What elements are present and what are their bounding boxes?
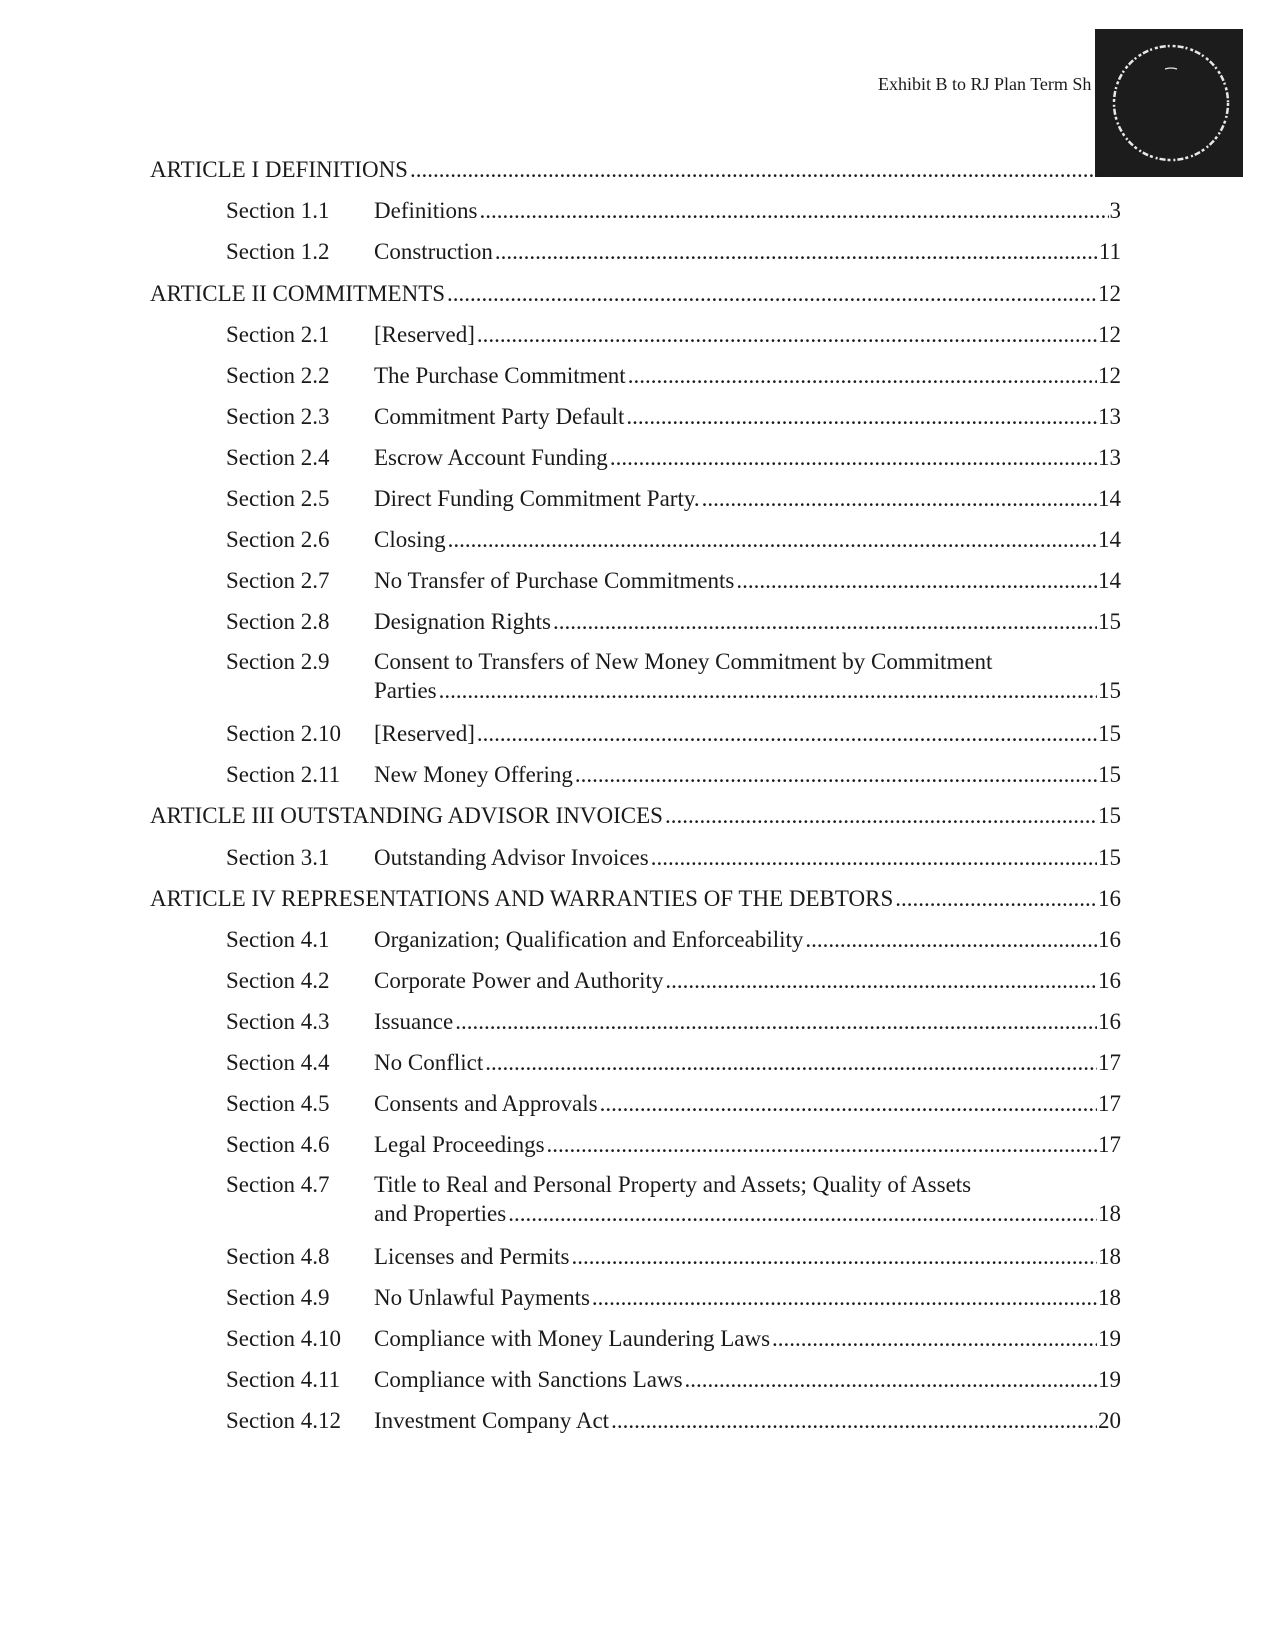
toc-page-number: 14 <box>1098 527 1121 552</box>
dot-leader <box>736 566 1097 595</box>
toc-section-number: Section 2.10 <box>226 721 341 746</box>
toc-section-number: Section 4.1 <box>226 927 330 952</box>
toc-article-title: ARTICLE IV REPRESENTATIONS AND WARRANTIES OF THE DEBTORS <box>150 886 894 911</box>
toc-section-number: Section 2.1 <box>226 322 330 347</box>
toc-article-entry <box>150 155 1121 184</box>
toc-section-title: [Reserved] <box>374 721 475 746</box>
toc-page-number: 19 <box>1098 1326 1121 1351</box>
toc-section-title: No Conflict <box>374 1050 484 1075</box>
dot-leader <box>447 279 1097 308</box>
dot-leader <box>485 1048 1097 1077</box>
toc-page-number: 18 <box>1098 1285 1121 1310</box>
toc-section-number: Section 4.2 <box>226 968 330 993</box>
toc-section-entry <box>226 843 1121 872</box>
toc-article-title: ARTICLE I DEFINITIONS <box>150 157 408 182</box>
toc-section-number: Section 2.11 <box>226 762 341 787</box>
toc-section-title: No Unlawful Payments <box>374 1285 590 1310</box>
dot-leader <box>553 607 1097 636</box>
toc-page-number: 15 <box>1098 845 1121 870</box>
toc-page-number: 17 <box>1098 1050 1121 1075</box>
toc-section-title: Outstanding Advisor Invoices <box>374 845 649 870</box>
toc-section-number: Section 2.6 <box>226 527 330 552</box>
toc-section-title: Direct Funding Commitment Party. <box>374 486 700 511</box>
toc-page-number: 15 <box>1098 678 1121 703</box>
toc-section-number: Section 2.8 <box>226 609 330 634</box>
toc-page-number: 12 <box>1098 281 1121 306</box>
toc-section-entry <box>226 237 1121 266</box>
toc-section-entry <box>226 320 1121 349</box>
dot-leader <box>439 676 1097 705</box>
toc-section-title: Issuance <box>374 1009 454 1034</box>
dot-leader <box>455 1007 1097 1036</box>
toc-section-number: Section 4.3 <box>226 1009 330 1034</box>
toc-section-number: Section 2.3 <box>226 404 330 429</box>
toc-page-number: 15 <box>1098 609 1121 634</box>
toc-page-number: 13 <box>1098 404 1121 429</box>
dot-leader <box>702 484 1097 513</box>
dot-leader <box>477 320 1097 349</box>
page-header: Exhibit B to RJ Plan Term Sh <box>878 74 1092 94</box>
dot-leader <box>651 843 1097 872</box>
toc-section-title: Corporate Power and Authority <box>374 968 664 993</box>
toc-section-title: Escrow Account Funding <box>374 445 608 470</box>
dot-leader <box>480 196 1109 225</box>
toc-section-entry <box>226 525 1121 554</box>
toc-page-number: 20 <box>1098 1408 1121 1433</box>
toc-section-title: Organization; Qualification and Enforceability <box>374 927 804 952</box>
toc-page-number: 16 <box>1098 927 1121 952</box>
dot-leader <box>508 1199 1097 1228</box>
toc-section-title: Compliance with Money Laundering Laws <box>374 1326 771 1351</box>
toc-section-number: Section 4.10 <box>226 1326 341 1351</box>
toc-section-entry <box>226 1283 1121 1312</box>
toc-section-entry <box>226 484 1121 513</box>
toc-section-title: Construction <box>374 239 493 264</box>
toc-section-entry <box>226 1130 1121 1159</box>
toc-section-title: The Purchase Commitment <box>374 363 626 388</box>
toc-section-title-line1: Consent to Transfers of New Money Commitment by Commitment <box>374 649 993 674</box>
dot-leader <box>665 801 1097 830</box>
toc-page-number: 15 <box>1098 803 1121 828</box>
toc-section-entry <box>226 966 1121 995</box>
dot-leader <box>592 1283 1097 1312</box>
toc-section-entry <box>226 196 1121 225</box>
toc-section-entry <box>226 1048 1121 1077</box>
dot-leader <box>477 719 1097 748</box>
toc-section-entry <box>226 566 1121 595</box>
toc-article-title: ARTICLE II COMMITMENTS <box>150 281 446 306</box>
toc-section-entry <box>226 443 1121 472</box>
toc-page-number: 16 <box>1098 1009 1121 1034</box>
toc-section-number: Section 2.5 <box>226 486 330 511</box>
dot-leader <box>611 1406 1097 1435</box>
dot-leader <box>547 1130 1097 1159</box>
toc-section-title: New Money Offering <box>374 762 573 787</box>
toc-page-number: 15 <box>1098 762 1121 787</box>
toc-section-title: Consents and Approvals <box>374 1091 598 1116</box>
dot-leader <box>626 402 1097 431</box>
toc-section-title-line2: Parties <box>374 678 437 703</box>
dot-leader <box>410 155 1120 184</box>
toc-section-title: Legal Proceedings <box>374 1132 545 1157</box>
toc-page-number: 12 <box>1098 363 1121 388</box>
toc-section-number: Section 2.9 <box>226 649 330 674</box>
toc-page-number: 18 <box>1098 1201 1121 1226</box>
toc-section-number: Section 2.7 <box>226 568 330 593</box>
dot-leader <box>805 925 1097 954</box>
toc-page-number: 3 <box>1109 198 1121 223</box>
dot-leader <box>571 1242 1097 1271</box>
toc-section-number: Section 2.4 <box>226 445 330 470</box>
toc-page-number: 11 <box>1098 239 1121 264</box>
toc-section-number: Section 4.5 <box>226 1091 330 1116</box>
dot-leader <box>495 237 1098 266</box>
toc-section-title: Closing <box>374 527 446 552</box>
toc-section-number: Section 4.4 <box>226 1050 330 1075</box>
toc-article-entry <box>150 884 1121 913</box>
dot-leader <box>685 1365 1097 1394</box>
toc-page-number: 18 <box>1098 1244 1121 1269</box>
toc-section-entry <box>226 402 1121 431</box>
toc-section-entry <box>226 361 1121 390</box>
toc-section-entry <box>226 760 1121 789</box>
toc-section-entry <box>226 1007 1121 1036</box>
toc-section-entry <box>226 1406 1121 1435</box>
dot-leader <box>600 1089 1097 1118</box>
toc-page-number: 14 <box>1098 568 1121 593</box>
toc-section-title: [Reserved] <box>374 322 475 347</box>
toc-section-entry <box>226 647 1121 705</box>
toc-section-entry <box>226 719 1121 748</box>
toc-article-title: ARTICLE III OUTSTANDING ADVISOR INVOICES <box>150 803 663 828</box>
dot-leader <box>665 966 1097 995</box>
toc-section-title: Designation Rights <box>374 609 551 634</box>
toc-section-title-line2: and Properties <box>374 1201 507 1226</box>
dot-leader <box>772 1324 1097 1353</box>
toc-section-number: Section 4.8 <box>226 1244 330 1269</box>
toc-section-title: Commitment Party Default <box>374 404 625 429</box>
toc-section-number: Section 1.2 <box>226 239 330 264</box>
toc-section-number: Section 4.9 <box>226 1285 330 1310</box>
toc-page-number: 13 <box>1098 445 1121 470</box>
toc-section-number: Section 4.11 <box>226 1367 341 1392</box>
dot-leader <box>575 760 1097 789</box>
toc-page-number: 16 <box>1098 886 1121 911</box>
toc-section-entry <box>226 1324 1121 1353</box>
toc-page-number: 14 <box>1098 486 1121 511</box>
toc-page-number: 17 <box>1098 1091 1121 1116</box>
toc-section-title-line1: Title to Real and Personal Property and Assets; Quality of Assets <box>374 1172 972 1197</box>
toc-article-entry <box>150 801 1121 830</box>
toc-page-number: 15 <box>1098 721 1121 746</box>
toc-section-number: Section 2.2 <box>226 363 330 388</box>
dot-leader <box>610 443 1097 472</box>
toc-section-number: Section 4.6 <box>226 1132 330 1157</box>
toc-section-title: Compliance with Sanctions Laws <box>374 1367 683 1392</box>
toc-section-entry <box>226 1242 1121 1271</box>
toc-section-number: Section 4.12 <box>226 1408 341 1433</box>
toc-section-title: Investment Company Act <box>374 1408 610 1433</box>
toc-section-title: Licenses and Permits <box>374 1244 570 1269</box>
toc-section-number: Section 4.7 <box>226 1172 330 1197</box>
toc-article-entry <box>150 279 1121 308</box>
toc-section-entry <box>226 1089 1121 1118</box>
toc-section-title: Definitions <box>374 198 478 223</box>
toc-section-entry <box>226 1170 1121 1228</box>
toc-section-entry <box>226 607 1121 636</box>
toc-page-number: 12 <box>1098 322 1121 347</box>
toc-page-number: 16 <box>1098 968 1121 993</box>
toc-page-number: 17 <box>1098 1132 1121 1157</box>
toc-section-entry <box>226 925 1121 954</box>
toc-section-title: No Transfer of Purchase Commitments <box>374 568 735 593</box>
toc-section-entry <box>226 1365 1121 1394</box>
dot-leader <box>448 525 1097 554</box>
toc-section-number: Section 3.1 <box>226 845 330 870</box>
dot-leader <box>628 361 1097 390</box>
toc-page-number: 19 <box>1098 1367 1121 1392</box>
dot-leader <box>895 884 1097 913</box>
toc-section-number: Section 1.1 <box>226 198 330 223</box>
